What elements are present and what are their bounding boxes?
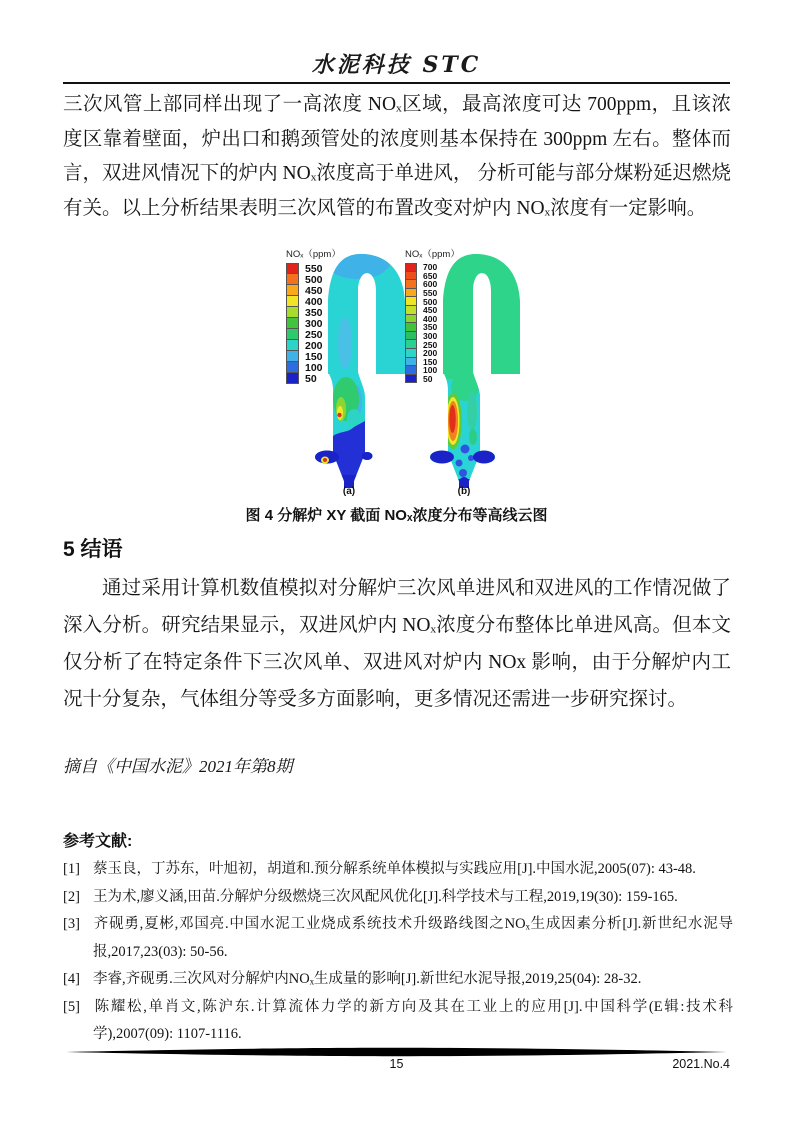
legend-value-label: 600 xyxy=(423,279,438,290)
legend-color-swatch xyxy=(286,362,299,373)
legend-value-label: 50 xyxy=(305,372,317,385)
legend-color-swatch xyxy=(405,280,417,289)
legend-color-swatch xyxy=(405,358,417,367)
legend-color-swatch xyxy=(286,329,299,340)
legend-value-label: 650 xyxy=(423,270,438,281)
legend-value-label: 450 xyxy=(305,284,323,297)
furnace-contour-plot-a xyxy=(314,251,408,493)
paragraph-nox-analysis: 三次风管上部同样出现了一高浓度 NOₓ区域，最高浓度可达 700ppm，且该浓度区靠着壁面，炉出口和鹅颈管处的浓度则基本保持在 300ppm 左右。整体而言，双进风情况下的炉内 NOₓ浓度高于单进风， 分析可能与部分煤粉延迟燃烧有关。以上分析结果表明三次风管的布置改变对炉内 NOₓ浓度有一定影响。 xyxy=(63,94,731,219)
legend-b-title: NOₓ（ppm） xyxy=(405,249,460,260)
figure-4-contour-plots xyxy=(283,246,528,502)
legend-color-swatch xyxy=(405,272,417,281)
legend-color-swatch xyxy=(405,349,417,358)
reference-text: 李睿,齐砚勇.三次风对分解炉内NOₓ生成量的影响[J].新世纪水泥导报,2019,25(04): 28-32. xyxy=(93,971,642,987)
legend-value-label: 100 xyxy=(305,361,323,374)
legend-value-label: 200 xyxy=(423,348,438,359)
legend-color-swatch xyxy=(405,263,417,272)
legend-color-swatch xyxy=(405,323,417,332)
legend-value-label: 100 xyxy=(423,365,438,376)
legend-value-label: 300 xyxy=(305,317,323,330)
legend-value-label: 500 xyxy=(305,273,323,286)
legend-color-swatch xyxy=(286,351,299,362)
legend-value-label: 450 xyxy=(423,305,438,316)
legend-value-label: 700 xyxy=(423,262,438,273)
legend-value-label: 250 xyxy=(305,328,323,341)
legend-color-swatch xyxy=(286,340,299,351)
footer-issue-label: 2021.No.4 xyxy=(672,1057,730,1071)
legend-color-swatch xyxy=(405,375,417,384)
legend-color-swatch xyxy=(405,366,417,375)
reference-text: 王为术,廖义涵,田苗.分解炉分级燃烧三次风配风优化[J].科学技术与工程,2019,19(30): 159-165. xyxy=(93,888,678,905)
figure-caption: 图 4 分解炉 XY 截面 NOₓ浓度分布等高线云图 xyxy=(245,507,548,524)
section-heading-conclusion: 5 结语 xyxy=(63,538,123,561)
furnace-contour-plot-b xyxy=(429,251,523,493)
panel-label-b: (b) xyxy=(457,486,471,497)
reference-text: 蔡玉良，丁苏东，叶旭初，胡道和.预分解系统单体模拟与实践应用[J].中国水泥,2005(07): 43-48. xyxy=(93,861,696,877)
legend-color-swatch xyxy=(405,315,417,324)
legend-color-swatch xyxy=(405,340,417,349)
legend-value-label: 150 xyxy=(423,356,438,367)
reference-number: [5] xyxy=(63,998,80,1015)
legend-color-swatch xyxy=(286,263,299,274)
legend-value-label: 500 xyxy=(423,296,438,307)
legend-value-label: 550 xyxy=(423,288,438,299)
panel-label-a: (a) xyxy=(342,486,356,497)
conclusion-paragraph: 通过采用计算机数值模拟对分解炉三次风单进风和双进风的工作情况做了深入分析。研究结果显示，双进风炉内 NOₓ浓度分布整体比单进风高。但本文仅分析了在特定条件下三次风单、双进风对炉内 NOx 影响，由于分解炉内工况十分复杂，气体组分等受多方面影响，更多情况还需进一步研究探讨。 xyxy=(63,578,731,710)
reference-text: 齐砚勇,夏彬,邓国亮.中国水泥工业烧成系统技术升级路线图之NOₓ生成因素分析[J].新世纪水泥导报,2017,23(03): 50-56. xyxy=(93,916,733,960)
legend-value-label: 350 xyxy=(423,322,438,333)
legend-value-label: 400 xyxy=(423,313,438,324)
reference-text: 陈耀松,单肖文,陈沪东.计算流体力学的新方向及其在工业上的应用[J].中国科学(E辑:技术科学),2007(09): 1107-1116. xyxy=(93,998,733,1042)
references-list xyxy=(63,856,733,1049)
legend-value-label: 200 xyxy=(305,339,323,352)
legend-color-swatch xyxy=(286,373,299,384)
reference-number: [2] xyxy=(63,888,80,905)
reference-item xyxy=(63,911,733,966)
legend-color-swatch xyxy=(405,289,417,298)
legend-color-swatch xyxy=(286,307,299,318)
legend-color-swatch xyxy=(286,285,299,296)
legend-color-swatch xyxy=(286,296,299,307)
reference-number: [4] xyxy=(63,971,80,987)
footer-rule xyxy=(63,1047,730,1057)
footer-page-number: 15 xyxy=(389,1057,404,1071)
reference-item xyxy=(63,994,733,1049)
legend-value-label: 550 xyxy=(305,262,323,275)
legend-value-label: 50 xyxy=(423,374,433,385)
references-heading: 参考文献: xyxy=(63,833,133,850)
legend-value-label: 400 xyxy=(305,295,323,308)
legend-value-label: 300 xyxy=(423,331,438,342)
legend-color-swatch xyxy=(405,297,417,306)
legend-value-label: 350 xyxy=(305,306,323,319)
legend-a-title: NOₓ（ppm） xyxy=(286,249,341,260)
reference-item xyxy=(63,966,733,994)
reference-number: [1] xyxy=(63,861,80,877)
legend-color-swatch xyxy=(405,332,417,341)
legend-color-swatch xyxy=(405,306,417,315)
legend-color-swatch xyxy=(286,274,299,285)
reference-item xyxy=(63,884,733,912)
header-rule xyxy=(63,82,730,84)
legend-value-label: 250 xyxy=(423,339,438,350)
legend-color-swatch xyxy=(286,318,299,329)
reference-item xyxy=(63,856,733,884)
source-note: 摘自《中国水泥》2021年第8期 xyxy=(63,757,293,776)
journal-title: 水泥科技 STC xyxy=(311,52,482,78)
legend-value-label: 150 xyxy=(305,350,323,363)
reference-number: [3] xyxy=(63,916,80,932)
